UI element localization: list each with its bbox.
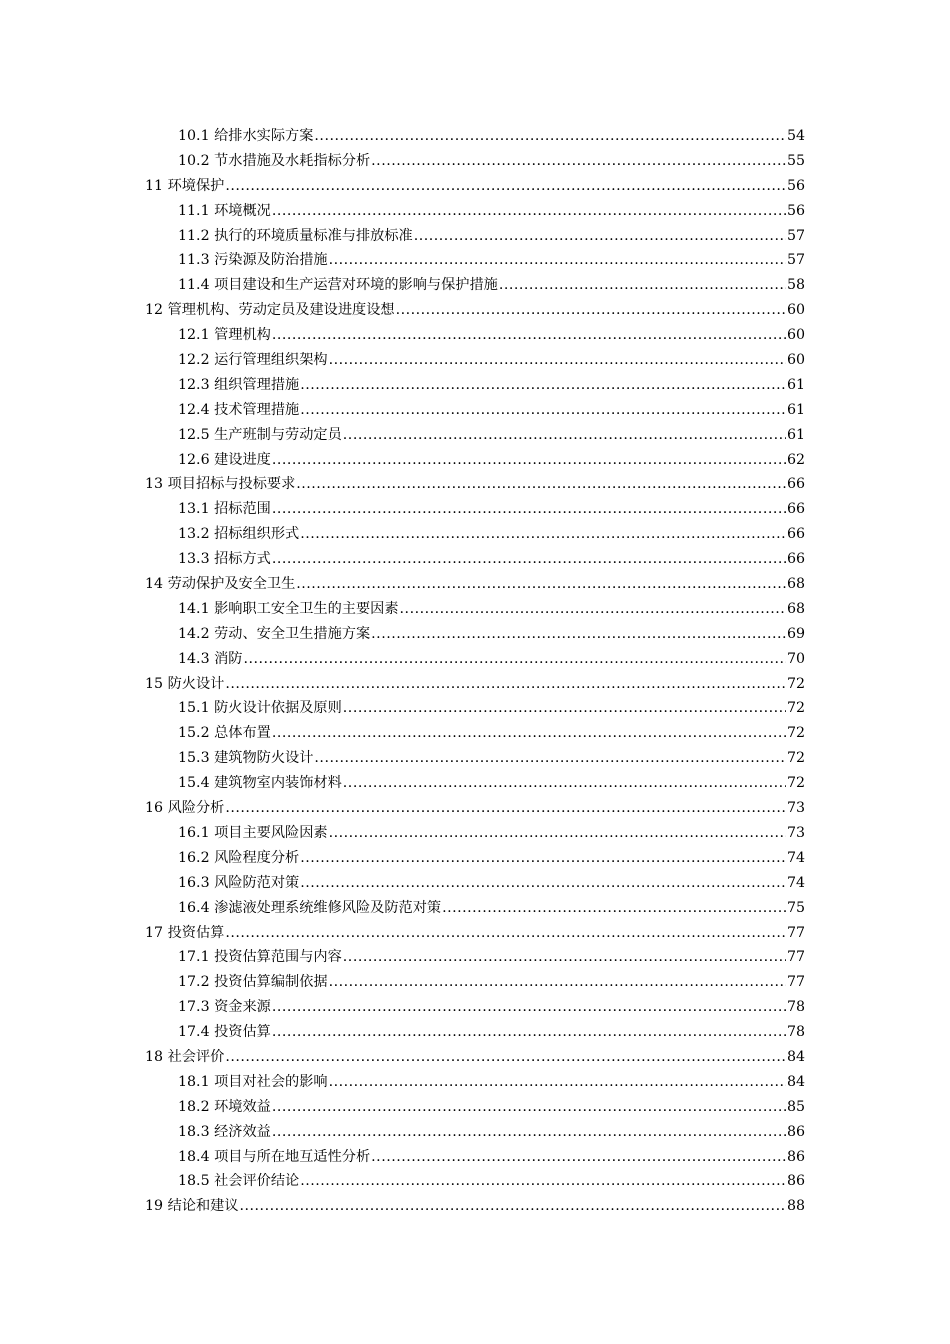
toc-dot-leader: [314, 746, 786, 771]
toc-dot-leader: [300, 846, 786, 871]
toc-page-number: 74: [786, 849, 805, 866]
toc-page-number: 68: [786, 600, 805, 617]
toc-section-entry[interactable]: [0, 448, 950, 473]
toc-dot-leader: [329, 1070, 786, 1095]
toc-entry-title: 15.1 防火设计依据及原则: [178, 700, 342, 717]
toc-page-number: 78: [786, 1024, 805, 1041]
toc-page-number: 57: [786, 227, 805, 244]
toc-section-entry[interactable]: [0, 323, 950, 348]
toc-dot-leader: [272, 1095, 786, 1120]
toc-entry-title: 16.3 风险防范对策: [178, 874, 300, 891]
toc-page-number: 62: [786, 451, 805, 468]
toc-entry-title: 12.3 组织管理措施: [178, 376, 300, 393]
toc-page-number: 84: [786, 1073, 805, 1090]
toc-page-number: 61: [786, 426, 805, 443]
toc-entry-title: 13.2 招标组织形式: [178, 526, 300, 543]
toc-chapter-entry[interactable]: [0, 174, 950, 199]
toc-dot-leader: [272, 448, 786, 473]
toc-dot-leader: [272, 721, 786, 746]
toc-page-number: 73: [786, 824, 805, 841]
toc-dot-leader: [300, 398, 786, 423]
toc-chapter-entry[interactable]: [0, 472, 950, 497]
toc-section-entry[interactable]: [0, 348, 950, 373]
toc-dot-leader: [225, 672, 786, 697]
toc-page-number: 88: [786, 1198, 805, 1215]
toc-dot-leader: [442, 896, 786, 921]
toc-entry-title: 17 投资估算: [145, 924, 225, 941]
toc-page-number: 72: [786, 700, 805, 717]
toc-dot-leader: [296, 472, 786, 497]
toc-page-number: 85: [786, 1098, 805, 1115]
toc-dot-leader: [272, 323, 786, 348]
toc-page-number: 55: [786, 152, 805, 169]
toc-page-number: 60: [786, 352, 805, 369]
toc-entry-title: 12.1 管理机构: [178, 327, 271, 344]
toc-chapter-entry[interactable]: [0, 298, 950, 323]
toc-entry-title: 17.2 投资估算编制依据: [178, 974, 328, 991]
toc-section-entry[interactable]: [0, 846, 950, 871]
toc-section-entry[interactable]: [0, 199, 950, 224]
toc-section-entry[interactable]: [0, 224, 950, 249]
toc-dot-leader: [300, 373, 786, 398]
toc-entry-title: 18.3 经济效益: [178, 1123, 271, 1140]
toc-entry-title: 18.2 环境效益: [178, 1098, 271, 1115]
toc-section-entry[interactable]: [0, 1145, 950, 1170]
toc-dot-leader: [329, 348, 786, 373]
toc-section-entry[interactable]: [0, 497, 950, 522]
toc-entry-title: 12.4 技术管理措施: [178, 401, 300, 418]
toc-page-number: 60: [786, 327, 805, 344]
toc-entry-title: 13.3 招标方式: [178, 551, 271, 568]
toc-dot-leader: [272, 1120, 786, 1145]
toc-entry-title: 12 管理机构、劳动定员及建设进度设想: [145, 302, 395, 319]
toc-dot-leader: [272, 547, 786, 572]
toc-dot-leader: [314, 124, 786, 149]
toc-dot-leader: [400, 597, 786, 622]
toc-entry-title: 13.1 招标范围: [178, 501, 271, 518]
toc-page-number: 86: [786, 1123, 805, 1140]
toc-entry-title: 17.4 投资估算: [178, 1024, 271, 1041]
toc-page-number: 75: [786, 899, 805, 916]
toc-page-number: 77: [786, 949, 805, 966]
toc-entry-title: 12.5 生产班制与劳动定员: [178, 426, 342, 443]
toc-dot-leader: [272, 199, 786, 224]
toc-page-number: 73: [786, 800, 805, 817]
toc-page-number: 72: [786, 775, 805, 792]
toc-entry-title: 10.1 给排水实际方案: [178, 128, 314, 144]
toc-entry-title: 18.1 项目对社会的影响: [178, 1073, 328, 1090]
toc-entry-title: 14.2 劳动、安全卫生措施方案: [178, 625, 371, 642]
toc-page-number: 74: [786, 874, 805, 891]
toc-entry-title: 16 风险分析: [145, 800, 225, 817]
toc-chapter-entry[interactable]: [0, 796, 950, 821]
toc-section-entry[interactable]: [0, 1169, 950, 1194]
toc-dot-leader: [272, 497, 786, 522]
toc-section-entry[interactable]: [0, 970, 950, 995]
toc-page-number: 78: [786, 999, 805, 1016]
toc-entry-title: 15.4 建筑物室内装饰材料: [178, 775, 342, 792]
toc-dot-leader: [329, 970, 786, 995]
toc-page-number: 72: [786, 725, 805, 742]
toc-dot-leader: [272, 995, 786, 1020]
toc-section-entry[interactable]: [0, 746, 950, 771]
toc-chapter-entry[interactable]: [0, 921, 950, 946]
toc-section-entry[interactable]: [0, 1070, 950, 1095]
toc-section-entry[interactable]: [0, 945, 950, 970]
toc-dot-leader: [343, 771, 786, 796]
toc-page-number: 86: [786, 1148, 805, 1165]
toc-entry-title: 11 环境保护: [145, 177, 225, 194]
toc-page-number: 70: [786, 650, 805, 667]
toc-dot-leader: [343, 945, 786, 970]
toc-page-number: 68: [786, 576, 805, 593]
toc-entry-title: 16.4 渗滤液处理系统维修风险及防范对策: [178, 899, 442, 916]
toc-entry-title: 16.2 风险程度分析: [178, 849, 300, 866]
toc-section-entry[interactable]: [0, 821, 950, 846]
toc-entry-title: 11.1 环境概况: [178, 202, 271, 219]
toc-dot-leader: [499, 273, 786, 298]
toc-dot-leader: [225, 174, 786, 199]
toc-entry-title: 15 防火设计: [145, 675, 225, 692]
toc-entry-title: 16.1 项目主要风险因素: [178, 824, 328, 841]
toc-page-number: 60: [786, 302, 805, 319]
toc-section-entry[interactable]: [0, 248, 950, 273]
toc-section-entry[interactable]: [0, 522, 950, 547]
toc-dot-leader: [329, 821, 786, 846]
toc-entry-title: 17.1 投资估算范围与内容: [178, 949, 342, 966]
toc-entry-title: 15.3 建筑物防火设计: [178, 750, 314, 767]
toc-section-entry[interactable]: [0, 124, 950, 149]
toc-dot-leader: [329, 248, 786, 273]
toc-dot-leader: [343, 423, 786, 448]
toc-dot-leader: [225, 921, 786, 946]
toc-section-entry[interactable]: [0, 547, 950, 572]
toc-entry-title: 19 结论和建议: [145, 1198, 239, 1215]
toc-entry-title: 11.4 项目建设和生产运营对环境的影响与保护措施: [178, 277, 498, 294]
toc-section-entry[interactable]: [0, 696, 950, 721]
toc-page-number: 69: [786, 625, 805, 642]
toc-dot-leader: [296, 572, 786, 597]
toc-section-entry[interactable]: [0, 1020, 950, 1045]
toc-entry-title: 15.2 总体布置: [178, 725, 271, 742]
toc-section-entry[interactable]: [0, 1120, 950, 1145]
toc-section-entry[interactable]: [0, 871, 950, 896]
toc-entry-title: 18.4 项目与所在地互适性分析: [178, 1148, 371, 1165]
toc-page-number: 54: [786, 128, 805, 144]
toc-section-entry[interactable]: [0, 771, 950, 796]
toc-page-number: 66: [786, 526, 805, 543]
toc-section-entry[interactable]: [0, 373, 950, 398]
toc-section-entry[interactable]: [0, 1095, 950, 1120]
toc-dot-leader: [300, 522, 786, 547]
toc-entry-title: 14.1 影响职工安全卫生的主要因素: [178, 600, 399, 617]
toc-section-entry[interactable]: [0, 597, 950, 622]
toc-dot-leader: [272, 1020, 786, 1045]
toc-section-entry[interactable]: [0, 423, 950, 448]
toc-section-entry[interactable]: [0, 622, 950, 647]
toc-chapter-entry[interactable]: [0, 672, 950, 697]
toc-chapter-entry[interactable]: [0, 1045, 950, 1070]
toc-page-number: 66: [786, 501, 805, 518]
toc-page-number: 72: [786, 750, 805, 767]
toc-dot-leader: [414, 224, 786, 249]
toc-section-entry[interactable]: [0, 398, 950, 423]
toc-section-entry[interactable]: [0, 995, 950, 1020]
toc-dot-leader: [371, 149, 786, 174]
toc-entry-title: 10.2 节水措施及水耗指标分析: [178, 152, 371, 169]
toc-entry-title: 18 社会评价: [145, 1048, 225, 1065]
toc-dot-leader: [225, 1045, 786, 1070]
toc-page-number: 56: [786, 177, 805, 194]
toc-section-entry[interactable]: [0, 896, 950, 921]
toc-entry-title: 12.6 建设进度: [178, 451, 271, 468]
toc-page-number: 84: [786, 1048, 805, 1065]
toc-section-entry[interactable]: [0, 273, 950, 298]
toc-chapter-entry[interactable]: [0, 572, 950, 597]
toc-page-number: 86: [786, 1173, 805, 1190]
toc-dot-leader: [371, 622, 786, 647]
toc-entry-title: 11.2 执行的环境质量标准与排放标准: [178, 227, 413, 244]
toc-page-number: 72: [786, 675, 805, 692]
toc-section-entry[interactable]: [0, 647, 950, 672]
toc-page-number: 66: [786, 551, 805, 568]
toc-dot-leader: [300, 1169, 786, 1194]
toc-entry-title: 12.2 运行管理组织架构: [178, 352, 328, 369]
toc-page-number: 77: [786, 974, 805, 991]
toc-dot-leader: [343, 696, 786, 721]
toc-entry-title: 11.3 污染源及防治措施: [178, 252, 328, 269]
toc-entry-title: 13 项目招标与投标要求: [145, 476, 296, 493]
toc-dot-leader: [225, 796, 786, 821]
toc-page-number: 56: [786, 202, 805, 219]
toc-page-number: 57: [786, 252, 805, 269]
toc-chapter-entry[interactable]: [0, 1194, 950, 1219]
toc-section-entry[interactable]: [0, 721, 950, 746]
toc-dot-leader: [396, 298, 786, 323]
table-of-contents: [0, 124, 950, 1219]
toc-page-number: 58: [786, 277, 805, 294]
toc-page-number: 61: [786, 401, 805, 418]
toc-page-number: 61: [786, 376, 805, 393]
toc-dot-leader: [240, 1194, 786, 1219]
toc-entry-title: 14.3 消防: [178, 650, 243, 667]
toc-section-entry[interactable]: [0, 149, 950, 174]
toc-entry-title: 18.5 社会评价结论: [178, 1173, 300, 1190]
toc-dot-leader: [243, 647, 785, 672]
toc-entry-title: 14 劳动保护及安全卫生: [145, 576, 296, 593]
toc-page-number: 77: [786, 924, 805, 941]
toc-dot-leader: [371, 1145, 786, 1170]
toc-page-number: 66: [786, 476, 805, 493]
toc-dot-leader: [300, 871, 786, 896]
toc-entry-title: 17.3 资金来源: [178, 999, 271, 1016]
